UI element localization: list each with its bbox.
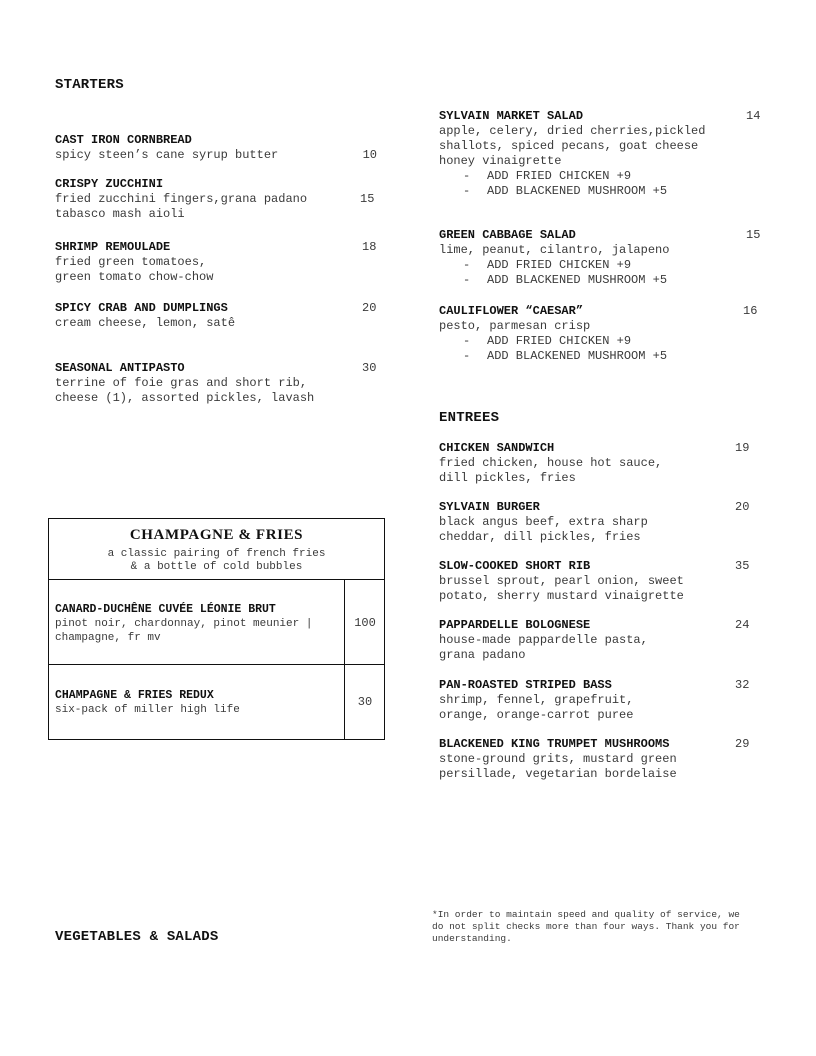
champagne-title: CHAMPAGNE & FRIES xyxy=(129,527,304,543)
item-name: CHICKEN SANDWICH xyxy=(439,441,555,455)
champagne-subtitle-line1: a classic pairing of french fries xyxy=(107,548,326,560)
menu-item xyxy=(439,618,769,663)
item-name: SHRIMP REMOULADE xyxy=(55,240,171,254)
item-name: PAN-ROASTED STRIPED BASS xyxy=(439,678,612,692)
addon-item: - ADD BLACKENED MUSHROOM +5 xyxy=(463,349,769,364)
addon-item: - ADD BLACKENED MUSHROOM +5 xyxy=(463,184,709,199)
item-price: 30 xyxy=(362,361,377,375)
champagne-row-price: 30 xyxy=(344,665,385,739)
champagne-row-name: CHAMPAGNE & FRIES REDUX xyxy=(55,689,214,702)
addon-list xyxy=(463,334,769,364)
champagne-row-description: pinot noir, chardonnay, pinot meunier | champagne, fr mv xyxy=(55,618,313,644)
champagne-row-text xyxy=(55,689,341,717)
menu-item xyxy=(439,304,769,364)
champagne-row xyxy=(49,665,384,739)
menu-item xyxy=(439,441,769,486)
item-name: SEASONAL ANTIPASTO xyxy=(55,361,185,375)
menu-item xyxy=(55,133,385,163)
item-price: 35 xyxy=(735,559,750,573)
item-description: stone-ground grits, mustard green persillade, vegetarian bordelaise xyxy=(439,752,677,781)
champagne-subtitle-line2: & a bottle of cold bubbles xyxy=(130,561,303,573)
champagne-row xyxy=(49,580,384,665)
item-description: fried green tomatoes, green tomato chow-chow xyxy=(55,255,214,284)
item-description: lime, peanut, cilantro, jalapeno xyxy=(439,243,670,257)
addon-list xyxy=(463,258,769,288)
item-price: 29 xyxy=(735,737,750,751)
item-price: 16 xyxy=(743,304,758,318)
champagne-box xyxy=(48,518,385,740)
item-description: house-made pappardelle pasta, grana padano xyxy=(439,633,648,662)
menu-item xyxy=(439,737,769,782)
item-price: 10 xyxy=(362,148,377,162)
item-description: pesto, parmesan crisp xyxy=(439,319,591,333)
item-price: 15 xyxy=(746,228,761,242)
item-name: CAULIFLOWER “CAESAR” xyxy=(439,304,584,318)
item-description: brussel sprout, pearl onion, sweet potato, sherry mustard vinaigrette xyxy=(439,574,684,603)
vegetables-salads-title: VEGETABLES & SALADS xyxy=(55,929,219,945)
starters-title: STARTERS xyxy=(55,77,124,93)
item-description: shrimp, fennel, grapefruit, orange, orange-carrot puree xyxy=(439,693,634,722)
menu-item xyxy=(439,228,769,288)
menu-item xyxy=(55,361,385,406)
addon-item: - ADD BLACKENED MUSHROOM +5 xyxy=(463,273,769,288)
item-description: black angus beef, extra sharp cheddar, dill pickles, fries xyxy=(439,515,648,544)
item-description: cream cheese, lemon, satê xyxy=(55,316,236,330)
item-price: 20 xyxy=(362,301,377,315)
item-description: spicy steen’s cane syrup butter xyxy=(55,148,279,162)
entrees-title: ENTREES xyxy=(439,410,500,426)
champagne-header xyxy=(49,519,384,580)
champagne-row-price: 100 xyxy=(344,580,385,664)
split-checks-footnote: *In order to maintain speed and quality of service, we do not split checks more than four ways. Thank you for understanding. xyxy=(432,909,740,944)
item-name: CRISPY ZUCCHINI xyxy=(55,177,164,191)
item-description: apple, celery, dried cherries,pickled shallots, spiced pecans, goat cheese honey vinaigrette xyxy=(439,124,706,168)
item-name: SYLVAIN MARKET SALAD xyxy=(439,109,584,123)
addon-list xyxy=(463,169,709,199)
item-name: SYLVAIN BURGER xyxy=(439,500,540,514)
item-description: terrine of foie gras and short rib, cheese (1), assorted pickles, lavash xyxy=(55,376,315,405)
item-name: SPICY CRAB AND DUMPLINGS xyxy=(55,301,228,315)
item-name: BLACKENED KING TRUMPET MUSHROOMS xyxy=(439,737,670,751)
item-price: 14 xyxy=(746,109,761,123)
item-description: fried chicken, house hot sauce, dill pickles, fries xyxy=(439,456,663,485)
item-price: 32 xyxy=(735,678,750,692)
menu-item xyxy=(439,559,769,604)
champagne-row-description: six-pack of miller high life xyxy=(55,704,240,716)
addon-item: - ADD FRIED CHICKEN +9 xyxy=(463,258,769,273)
addon-item: - ADD FRIED CHICKEN +9 xyxy=(463,169,709,184)
item-price: 20 xyxy=(735,500,750,514)
menu-item xyxy=(439,500,769,545)
item-description: fried zucchini fingers,grana padano tabasco mash aioli xyxy=(55,192,308,221)
menu-item xyxy=(439,109,761,199)
menu-item xyxy=(55,301,385,331)
menu-item: SHRIMP REMOULADE fried green tomatoes, green tomato chow-chow 18 xyxy=(55,240,377,284)
champagne-row-name: CANARD-DUCHÊNE CUVÉE LÉONIE BRUT xyxy=(55,603,276,616)
menu-item: CRISPY ZUCCHINI fried zucchini fingers,grana padano tabasco mash aioli 15 xyxy=(55,177,375,221)
item-price: 19 xyxy=(735,441,750,455)
addon-item: - ADD FRIED CHICKEN +9 xyxy=(463,334,769,349)
menu-item xyxy=(439,678,769,723)
champagne-row-text xyxy=(55,603,341,645)
item-name: GREEN CABBAGE SALAD xyxy=(439,228,576,242)
item-price: 24 xyxy=(735,618,750,632)
item-name: SLOW-COOKED SHORT RIB xyxy=(439,559,591,573)
item-name: PAPPARDELLE BOLOGNESE xyxy=(439,618,591,632)
item-name: CAST IRON CORNBREAD xyxy=(55,133,192,147)
